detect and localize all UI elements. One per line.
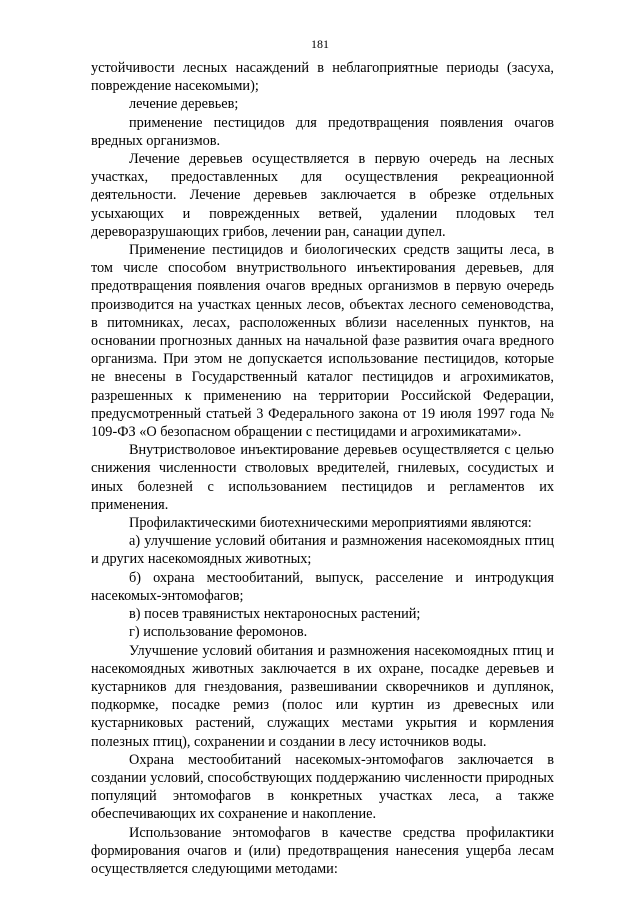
paragraph-5: Применение пестицидов и биологических средств защиты леса, в том числе способом внутриствольного инъектирования деревьев, для предотвращения появления очагов вредных организмов в первую очередь производится на участках ценных лесов, объектах лесного семеноводства, в питомниках, лесах, расположенных вблизи населенных пунктов, на основании прогнозных данных на начальной фазе развития очага вредного организма. При этом не допускается использование пестицидов, которые не внесены в Государственный каталог пестицидов и агрохимикатов, разрешенных к применению на территории Российской Федерации, предусмотренный статьей 3 Федерального закона от 19 июля 1997 года № 109-ФЗ «О безопасном обращении с пестицидами и агрохимикатами». — [91, 242, 554, 441]
body-text — [91, 59, 554, 878]
list-item-d: г) использование феромонов. — [129, 624, 308, 641]
paragraph-13: Охрана местообитаний насекомых-энтомофагов заключается в создании условий, способствующих поддержанию численности природных популяций энтомофагов в конкретных участках леса, а также обеспечивающих их сохранение и накопление. — [91, 751, 554, 823]
list-item-c: в) посев травянистых нектароносных растений; — [129, 606, 421, 623]
list-item-a: а) улучшение условий обитания и размножения насекомоядных птиц и других насекомоядных животных; — [91, 533, 554, 568]
paragraph-14: Использование энтомофагов в качестве средства профилактики формирования очагов и (или) предотвращения нанесения ущерба лесам осуществляется следующими методами: — [91, 824, 554, 877]
paragraph-3: применение пестицидов для предотвращения появления очагов вредных организмов. — [91, 114, 554, 149]
list-item-b: б) охрана местообитаний, выпуск, расселение и интродукция насекомых-энтомофагов; — [91, 569, 554, 604]
paragraph-7: Профилактическими биотехническими мероприятиями являются: — [129, 515, 532, 532]
paragraph-4: Лечение деревьев осуществляется в первую очередь на лесных участках, предоставленных для осуществления рекреационной деятельности. Лечение деревьев заключается в обрезке отдельных усыхающих и поврежденных ветвей, удалении плодовых тел дереворазрушающих грибов, лечении ран, санации дупел. — [91, 151, 554, 240]
paragraph-12: Улучшение условий обитания и размножения насекомоядных птиц и насекомоядных животных заключается в их охране, посадке деревьев и кустарников для гнездования, развешивании скворечников и дуплянок, подкормке, посадке ремиз (полос или куртин из древесных или кустарниковых растений, служащих местами укрытия и кормления полезных птиц), сохранении и создании в лесу источников воды. — [91, 642, 554, 750]
paragraph-1: устойчивости лесных насаждений в неблагоприятные периоды (засуха, повреждение насекомыми); — [91, 60, 554, 95]
page-number: 181 — [311, 37, 329, 51]
paragraph-2: лечение деревьев; — [129, 96, 239, 113]
paragraph-6: Внутристволовое инъектирование деревьев осуществляется с целью снижения численности стволовых вредителей, гнилевых, сосудистых и иных болезней с использованием пестицидов и регламентов их применения. — [91, 442, 554, 513]
